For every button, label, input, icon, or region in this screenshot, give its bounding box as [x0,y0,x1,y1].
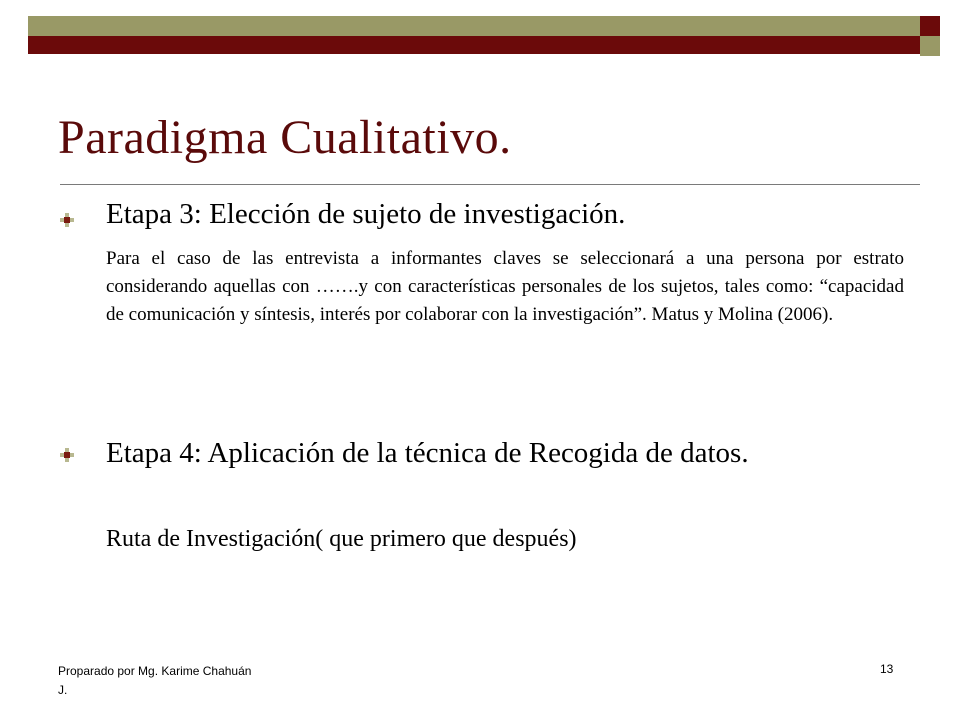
stage4-heading: Etapa 4: Aplicación de la técnica de Recogida de datos. [106,437,749,469]
stage3-body: Para el caso de las entrevista a informantes claves se seleccionará a una persona por estrato considerando aquellas con …….y con características personales de los sujetos, tales como: “capacidad de comunicación y síntesis, interés por colaborar con la investigación”. Matus y Molina (2006). [106,248,904,325]
footer-author: Proparado por Mg. Karime Chahuán J. [58,664,252,697]
stage4-subtext: Ruta de Investigación( que primero que después) [106,526,577,552]
corner-square-maroon [920,16,940,37]
header-decoration-bar [28,16,920,54]
flower-bullet-icon [60,448,74,462]
flower-bullet-icon [60,213,74,227]
header-olive-stripe [28,16,920,37]
stage3-heading: Etapa 3: Elección de sujeto de investigación. [106,198,626,230]
title-divider [60,184,920,185]
header-maroon-stripe [28,36,920,54]
slide-number: 13 [880,662,894,676]
slide-title: Paradigma Cualitativo. [58,111,512,164]
corner-square-olive [920,36,940,56]
